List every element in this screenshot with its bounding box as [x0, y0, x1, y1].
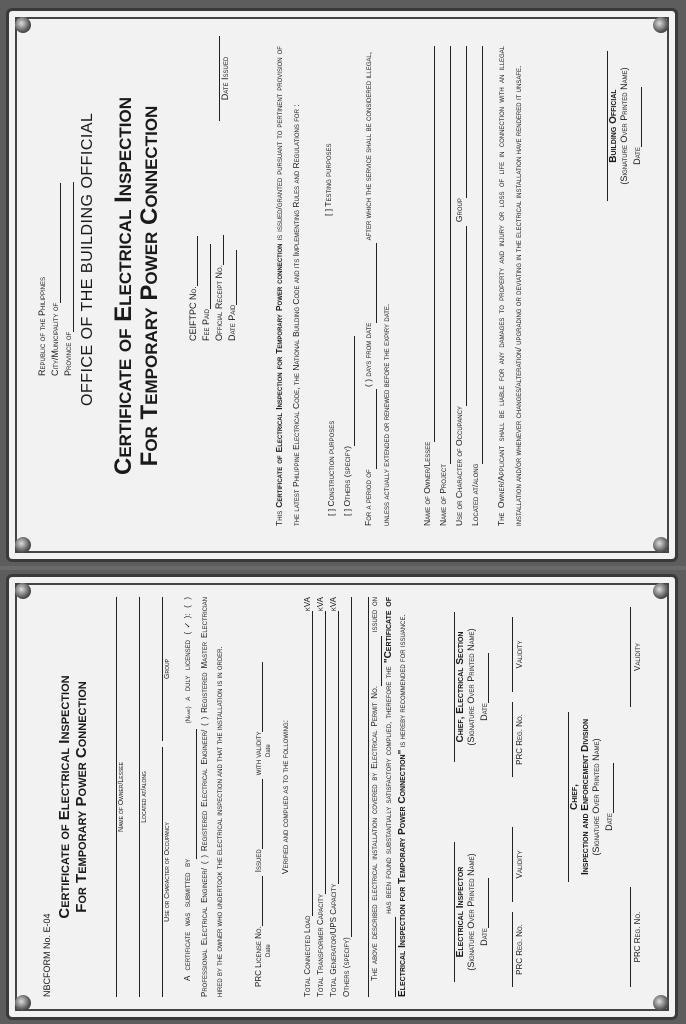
official-name: Building Official [608, 89, 619, 163]
certificate-card [6, 8, 678, 562]
prc-reg-2: PRC Reg. No. [512, 702, 524, 777]
inspector-name: Electrical Inspector [455, 866, 466, 958]
use-label: Use or Character of Occupancy [454, 406, 464, 526]
period-c: after which the service shall be considered illegal, unless actually extended or renewed before the expiry date. [363, 51, 391, 526]
date-hint-2: Date [266, 744, 272, 757]
office-title: OFFICE OF THE BUILDING OFFICIAL [79, 112, 96, 406]
city-label: City/Municipality of [50, 302, 60, 376]
certificate-content [17, 24, 667, 546]
para3c: has been found substantially satisfactory complied, therefore the [384, 666, 393, 914]
chief-section-date-label: Date [479, 703, 489, 721]
kva-1: kVA [303, 597, 312, 612]
inspector-sub: (Signature Over Printed Name) [466, 853, 476, 971]
form-sheet [0, 570, 686, 1024]
project-label: Name of Project [438, 464, 448, 526]
prc-label: PRC License No. [254, 926, 263, 987]
official-date-label: Date [632, 147, 642, 165]
transformer-label: Total Transformer Capacity [316, 894, 325, 997]
use-field: Use or Character of Occupancy [162, 747, 171, 997]
para1: A certificate was submitted by [183, 858, 192, 981]
owner-field: Name of Owner/Lessee [116, 597, 125, 997]
form-content [22, 587, 662, 1007]
certificate-title-2: For Temporary Power Connection [136, 105, 163, 467]
group-field: Group [162, 597, 171, 741]
certificate-title-1: Certificate of Electrical Inspection [110, 97, 137, 475]
date-paid-label: Date Paid [227, 304, 237, 341]
located-label: Located at/along [470, 463, 480, 526]
republic-text: Republic of the Philippines [37, 276, 47, 376]
form-number: NBCFORM No. E-04 [42, 913, 52, 997]
prc-reg-1: PRC Reg. No. [512, 912, 524, 987]
validity-2: Validity [512, 617, 524, 692]
opt-construction: [ ] Construction purposes [326, 420, 336, 516]
validity-label: with validity [254, 731, 263, 776]
opt-testing: [ ] Testing purposes [323, 143, 333, 216]
verified-text: Verified and complied as to the following: [280, 719, 290, 875]
kva-2: kVA [316, 597, 325, 612]
kva-3: kVA [329, 597, 338, 612]
issued-label: Issued [254, 849, 263, 873]
division-sub: (Signature Over Printed Name) [591, 738, 601, 856]
validity-3: Validity [630, 607, 642, 707]
para3d: is hereby recommended for issuance. [398, 614, 407, 748]
body-bold: Certificate of Electrical Inspection for Temporary Power connection [274, 243, 284, 508]
name-hint: (Name) [186, 706, 192, 724]
owner-label: Name of Owner/Lessee [422, 441, 432, 526]
inspector-date-label: Date [479, 928, 489, 946]
para3-bold: "Certificate of Electrical Inspection for Temporary Power Connection" [383, 597, 408, 997]
load-label: Total Connected Load [303, 915, 312, 997]
chief-section-sub: (Signature Over Printed Name) [466, 628, 476, 746]
body-rest: is issued/granted pursuant to pertinent provision of the latest Philippine Electrical Code, the National Building Code and its Implementing Rules and Regulations for : [274, 46, 301, 526]
opt-others: [ ] Others (specify) [342, 445, 352, 516]
chief-label: Chief, [569, 784, 580, 810]
prc-reg-3: PRC Reg. No. [630, 887, 642, 987]
period-a: For a period of [363, 469, 373, 526]
date-hint-1: Date [266, 944, 272, 957]
para3b: issued on [370, 597, 379, 633]
division-date-label: Date [604, 813, 614, 831]
group-label: Group [454, 198, 464, 223]
fee-paid-label: Fee Paid [201, 308, 211, 341]
form-title-2: For Temporary Power Connection [73, 681, 90, 913]
form-card [6, 574, 678, 1020]
province-label: Province of [63, 331, 73, 376]
others-label: Others (specify) [342, 937, 351, 997]
para2: a duly licensed (✓): ( ) Professional Electrical Engineer/ ( ) Registered Electrical Engineer/ ( ) Registered Master Electrician hired by the owner who undertook the electrical inspection and that the installation is in order. [183, 597, 224, 997]
ceiftpc-label: CEIFTPC No. [188, 286, 198, 341]
para3a: The above described electrical installation covered by Electrical Permit No. [370, 686, 379, 981]
located-field: Located at/along [139, 597, 148, 997]
form-title-1: Certificate of Electrical Inspection [56, 675, 73, 919]
division-label: Inspection and Enforcement Division [580, 718, 591, 876]
period-b: ( ) days from date [363, 322, 373, 387]
date-issued-label: Date Issued [220, 56, 230, 101]
chief-section-name: Chief, Electrical Section [455, 631, 466, 743]
liability-text: The Owner/Applicant shall be liable for any damages to property and injury or loss of life in connection with an illegal installation and/or whenever changes/alteration/ upgrading or deviating in the electrical installation have rendered it unsafe. [496, 46, 523, 526]
body-intro: This [274, 510, 284, 526]
validity-1: Validity [512, 827, 524, 902]
generator-label: Total Generator/UPS Capacity [329, 883, 338, 997]
official-sub: (Signature Over Printed Name) [619, 67, 629, 185]
receipt-label: Official Receipt No. [214, 264, 224, 341]
